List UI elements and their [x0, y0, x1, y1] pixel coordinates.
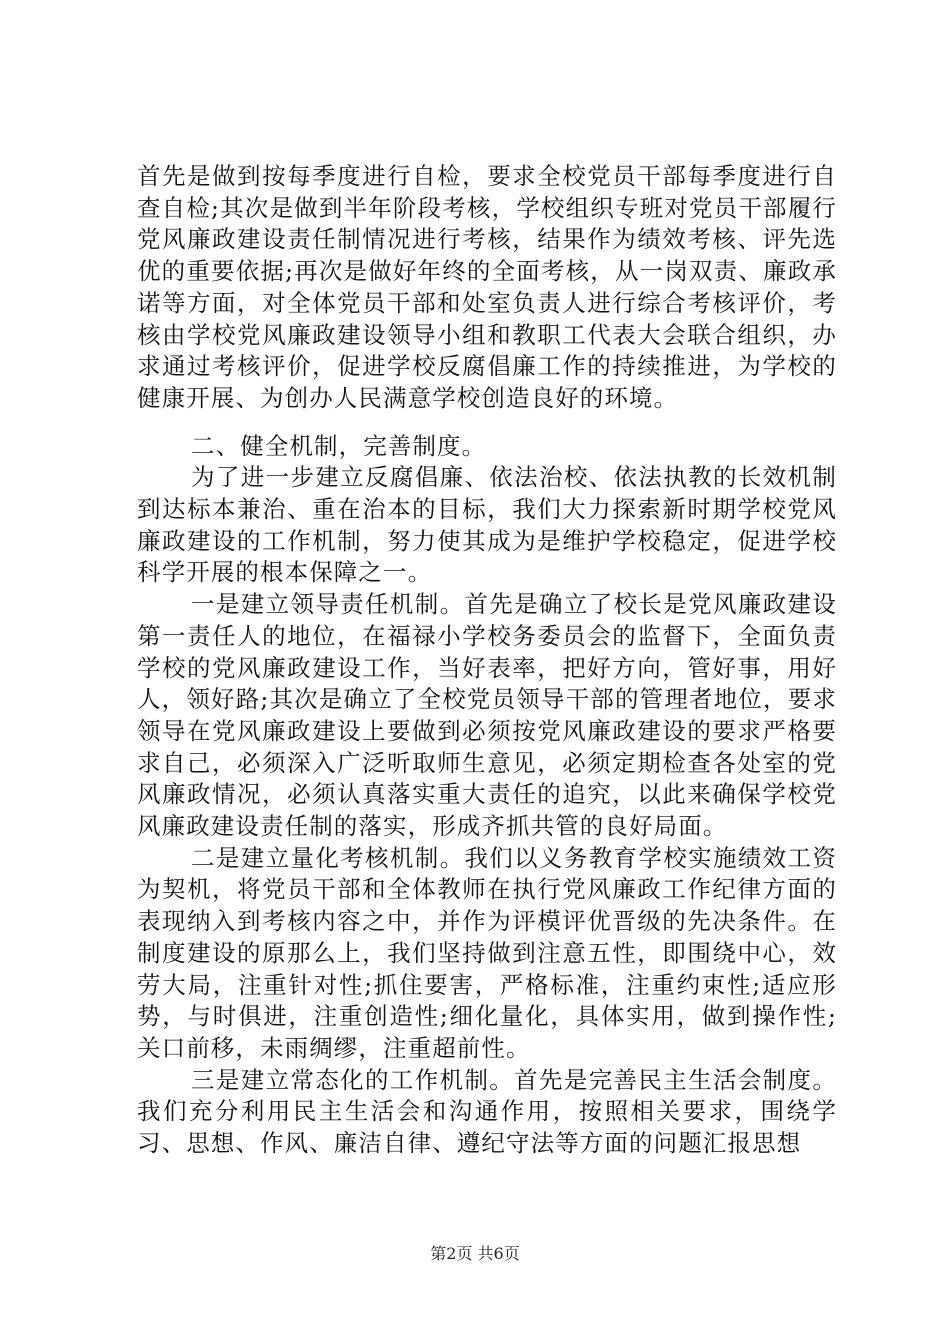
- paragraph-quantified-assessment: 二是建立量化考核机制。我们以义务教育学校实施绩效工资为契机，将党员干部和全体教师在执行党风廉政工作纪律方面的表现纳入到考核内容之中，并作为评模评优晋级的先决条件。在制度建设的原那么上，我们坚持做到注意五性，即围绕中心，效劳大局，注重针对性;抓住要害，严格标准，注重约束性;适应形势，与时俱进，注重创造性;细化量化，具体实用，做到操作性;关口前移，未雨绸缪，注重超前性。: [137, 843, 837, 1062]
- section-heading-mechanism: 二、健全机制，完善制度。: [191, 431, 487, 460]
- paragraph-mechanism-intro: 为了进一步建立反腐倡廉、依法治校、依法执教的长效机制到达标本兼治、重在治本的目标，我们大力探索新时期学校党风廉政建设的工作机制，努力使其成为是维护学校稳定，促进学校科学开展的根本保障之一。: [137, 463, 837, 587]
- paragraph-assessment-schedule: 首先是做到按每季度进行自检，要求全校党员干部每季度进行自查自检;其次是做到半年阶段考核，学校组织专班对党员干部履行党风廉政建设责任制情况进行考核，结果作为绩效考核、评先选优的重要依据;再次是做好年终的全面考核，从一岗双责、廉政承诺等方面，对全体党员干部和处室负责人进行综合考核评价，考核由学校党风廉政建设领导小组和教职工代表大会联合组织，办求通过考核评价，促进学校反腐倡廉工作的持续推进，为学校的健康开展、为创办人民满意学校创造良好的环境。: [137, 162, 837, 412]
- paragraph-leadership-responsibility: 一是建立领导责任机制。首先是确立了校长是党风廉政建设第一责任人的地位，在福禄小学校务委员会的监督下，全面负责学校的党风廉政建设工作，当好表率，把好方向，管好事，用好人，领好路;其次是确立了全校党员领导干部的管理者地位，要求领导在党风廉政建设上要做到必须按党风廉政建设的要求严格要求自己，必须深入广泛听取师生意见，必须定期检查各处室的党风廉政情况，必须认真落实重大责任的追究，以此来确保学校党风廉政建设责任制的落实，形成齐抓共管的良好局面。: [137, 590, 837, 841]
- paragraph-routine-mechanism: 三是建立常态化的工作机制。首先是完善民主生活会制度。我们充分利用民主生活会和沟通作用，按照相关要求，围绕学习、思想、作风、廉洁自律、遵纪守法等方面的问题汇报思想: [137, 1065, 837, 1158]
- document-body: [137, 161, 837, 1160]
- page-number-footer: 第2页 共6页: [430, 1244, 520, 1263]
